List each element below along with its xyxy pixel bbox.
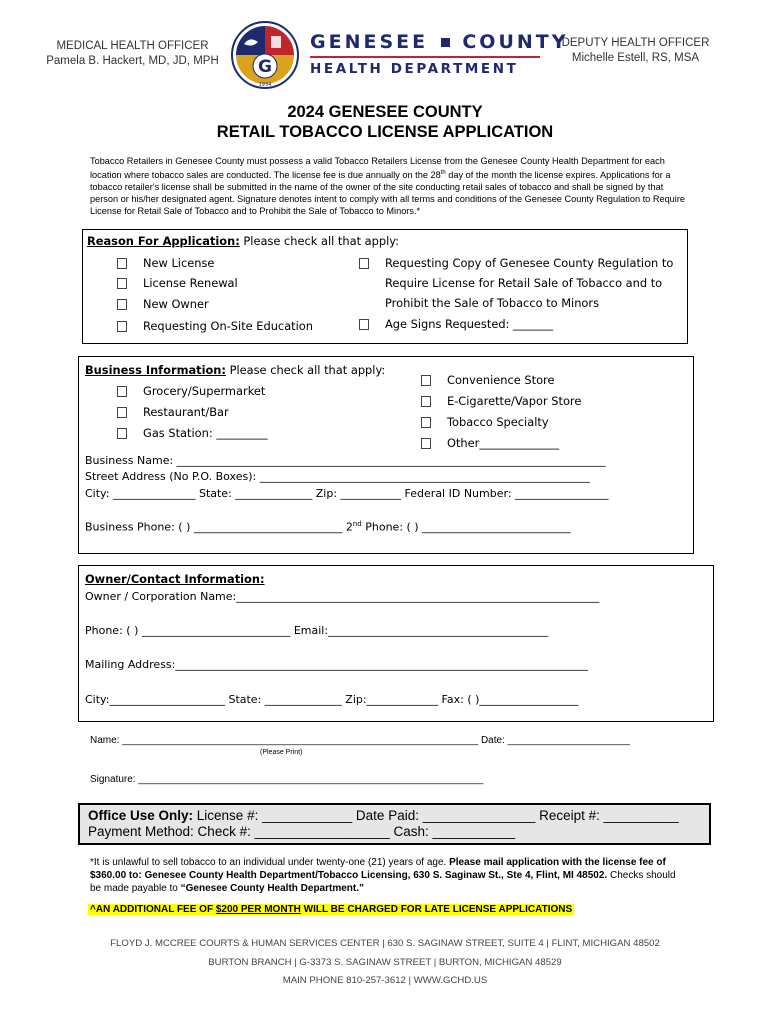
option-label: Requesting On-Site Education	[143, 319, 313, 333]
page-title	[0, 102, 770, 142]
reason-option-renewal[interactable]	[117, 276, 238, 290]
regulation-copy-line3: Prohibit the Sale of Tobacco to Minors	[385, 296, 600, 310]
option-label: New Owner	[143, 297, 209, 311]
option-label: Grocery/Supermarket	[143, 384, 266, 398]
option-label: Age Signs Requested: _______	[385, 317, 553, 331]
late-fee-c: WILL BE CHARGED FOR LATE LICENSE APPLICATIONS	[300, 904, 573, 915]
option-label: New License	[143, 256, 215, 270]
logo-rule	[310, 56, 540, 58]
reason-instruction: Please check all that apply:	[239, 234, 400, 248]
checkbox[interactable]	[359, 319, 369, 330]
late-fee-a: ^AN ADDITIONAL FEE OF	[90, 904, 216, 915]
checkbox[interactable]	[117, 386, 127, 397]
deputy-officer-name: Michelle Estell, RS, MSA	[571, 52, 700, 64]
option-label: Requesting Copy of Genesee County Regulation to	[385, 256, 674, 270]
title-line1: 2024 GENESEE COUNTY	[287, 103, 483, 121]
medical-officer-name: Pamela B. Hackert, MD, JD, MPH	[46, 55, 219, 67]
logo-county: COUNTY	[462, 31, 569, 53]
footer-address-burton: BURTON BRANCH | G-3373 S. SAGINAW STREET | BURTON, MICHIGAN 48529	[208, 957, 562, 968]
notice-payee: “Genesee County Health Department.”	[180, 883, 364, 894]
checkbox[interactable]	[117, 428, 127, 439]
deputy-officer-title: DEPUTY HEALTH OFFICER	[561, 37, 710, 49]
reason-option-new-license[interactable]	[117, 256, 214, 270]
reason-option-regulation-copy[interactable]	[359, 256, 673, 270]
please-print-note: (Please Print)	[260, 749, 303, 756]
business-phone-field[interactable]	[85, 520, 571, 534]
medical-officer-title: MEDICAL HEALTH OFFICER	[56, 40, 209, 52]
signature-field[interactable]: Signature: ______________________________________________________________	[90, 774, 484, 785]
option-label: Gas Station: _________	[143, 426, 268, 440]
office-payment-line: Payment Method: Check #: __________________ Cash: ___________	[88, 824, 516, 839]
reason-section	[82, 229, 688, 344]
intro-part1: Tobacco Retailers in Genesee County must possess a valid Tobacco Retailers License from the Genesee County Health Department for each location where tobacco sales are conducted. The license fee is due annually on the 28	[90, 156, 665, 181]
owner-heading: Owner/Contact Information:	[85, 572, 265, 586]
option-label: Tobacco Specialty	[447, 415, 549, 429]
county-seal-logo	[230, 20, 300, 90]
reason-heading: Reason For Application:	[87, 234, 240, 248]
business-street-field[interactable]: Street Address (No P.O. Boxes): ____________________________________________________________	[85, 470, 590, 483]
second-phone-label: Phone: ( ) ___________________________	[361, 520, 571, 534]
medical-officer-block	[40, 39, 225, 69]
office-use-box	[78, 803, 711, 845]
intro-sup: th	[440, 170, 446, 176]
footer-contact: MAIN PHONE 810-257-3612 | WWW.GCHD.US	[282, 975, 488, 986]
business-heading-row	[85, 363, 385, 377]
business-heading: Business Information:	[85, 363, 226, 377]
deputy-officer-block	[548, 36, 723, 66]
office-fields: License #: ____________ Date Paid: _______________ Receipt #: __________	[193, 808, 679, 823]
office-line1	[88, 808, 701, 824]
option-label: E-Cigarette/Vapor Store	[447, 394, 582, 408]
checkbox[interactable]	[117, 278, 127, 289]
late-fee-notice	[88, 899, 574, 917]
logo-square-icon	[441, 38, 450, 47]
checkbox[interactable]	[421, 438, 431, 449]
notice-age: *It is unlawful to sell tobacco to an individual under twenty-one (21) years of age.	[90, 857, 447, 868]
checkbox[interactable]	[117, 299, 127, 310]
intro-part2: day of the month the license expires. Applications for a tobacco retailer's license shall be submitted in the name of the owner of the site conducting retail sales of tobacco and shall be signed by that person or his/her designated agent. Signature denotes intent to comply with all terms and conditions of the Genesee County Regulation to Require License for Retail Sale of Tobacco and to Prohibit the Sale of Tobacco to Minors.*	[90, 170, 685, 217]
business-city-state-zip-field[interactable]: City: _______________ State: ______________ Zip: ___________ Federal ID Number: _________________	[85, 487, 609, 500]
late-fee-text	[88, 904, 574, 915]
office-label: Office Use Only:	[88, 808, 194, 823]
checkbox[interactable]	[117, 321, 127, 332]
owner-phone-email-field[interactable]: Phone: ( ) ___________________________ Email:________________________________________	[85, 624, 549, 637]
second-sup: nd	[352, 520, 362, 528]
owner-section	[78, 565, 714, 722]
business-name-field[interactable]: Business Name: ______________________________________________________________________________	[85, 454, 606, 467]
option-label: Other______________	[447, 436, 560, 450]
owner-city-state-zip-fax-field[interactable]: City:_____________________ State: ______________ Zip:_____________ Fax: ( )__________________	[85, 693, 579, 706]
reason-heading-row	[87, 234, 399, 248]
intro-paragraph	[90, 155, 685, 217]
title-line2: RETAIL TOBACCO LICENSE APPLICATION	[216, 123, 554, 141]
reason-option-education[interactable]	[117, 319, 313, 333]
checkbox[interactable]	[117, 407, 127, 418]
business-option-gas-station[interactable]	[117, 426, 268, 440]
business-option-restaurant[interactable]	[117, 405, 229, 419]
option-label: Convenience Store	[447, 373, 555, 387]
reason-option-new-owner[interactable]	[117, 297, 209, 311]
footer-address-main: FLOYD J. MCCREE COURTS & HUMAN SERVICES CENTER | 630 S. SAGINAW STREET, SUITE 4 | FLINT, MICHIGAN 48502	[110, 938, 660, 949]
logo-health-department: HEALTH DEPARTMENT	[310, 61, 519, 77]
reason-option-age-signs[interactable]	[359, 317, 553, 331]
business-phone-label: Business Phone: ( ) ___________________________ 2	[85, 520, 353, 534]
seal-year: 1934	[258, 82, 272, 88]
option-label: Restaurant/Bar	[143, 405, 229, 419]
business-option-grocery[interactable]	[117, 384, 265, 398]
checkbox[interactable]	[421, 396, 431, 407]
checkbox[interactable]	[359, 258, 369, 269]
notice-mail: Please mail application with the license fee of $360.00 to: Genesee County Health Department/Tobacco Licensing, 630 S. Saginaw St., Ste 4, Flint, MI 48502.	[90, 857, 666, 881]
business-section	[78, 356, 694, 554]
name-date-field[interactable]: Name: ________________________________________________________________ Date: ______________________	[90, 735, 630, 746]
business-option-ecig[interactable]	[421, 394, 581, 408]
business-instruction: Please check all that apply:	[225, 363, 386, 377]
owner-mailing-address-field[interactable]: Mailing Address:___________________________________________________________________________	[85, 658, 588, 671]
business-option-other[interactable]	[421, 436, 559, 450]
option-label: License Renewal	[143, 276, 238, 290]
regulation-copy-line2: Require License for Retail Sale of Tobacco and to	[385, 276, 663, 290]
logo-wordmark	[310, 31, 569, 78]
business-option-tobacco-specialty[interactable]	[421, 415, 549, 429]
owner-corporation-field[interactable]: Owner / Corporation Name:__________________________________________________________________	[85, 590, 600, 603]
business-option-convenience[interactable]	[421, 373, 555, 387]
checkbox[interactable]	[421, 375, 431, 386]
legal-notice	[90, 856, 685, 895]
checkbox[interactable]	[117, 258, 127, 269]
seal-letter: G	[258, 57, 272, 77]
logo-genesee: GENESEE	[310, 31, 429, 53]
late-fee-amount: $200 PER MONTH	[215, 904, 301, 915]
notice-checks: Checks should be made payable to	[90, 870, 676, 894]
checkbox[interactable]	[421, 417, 431, 428]
